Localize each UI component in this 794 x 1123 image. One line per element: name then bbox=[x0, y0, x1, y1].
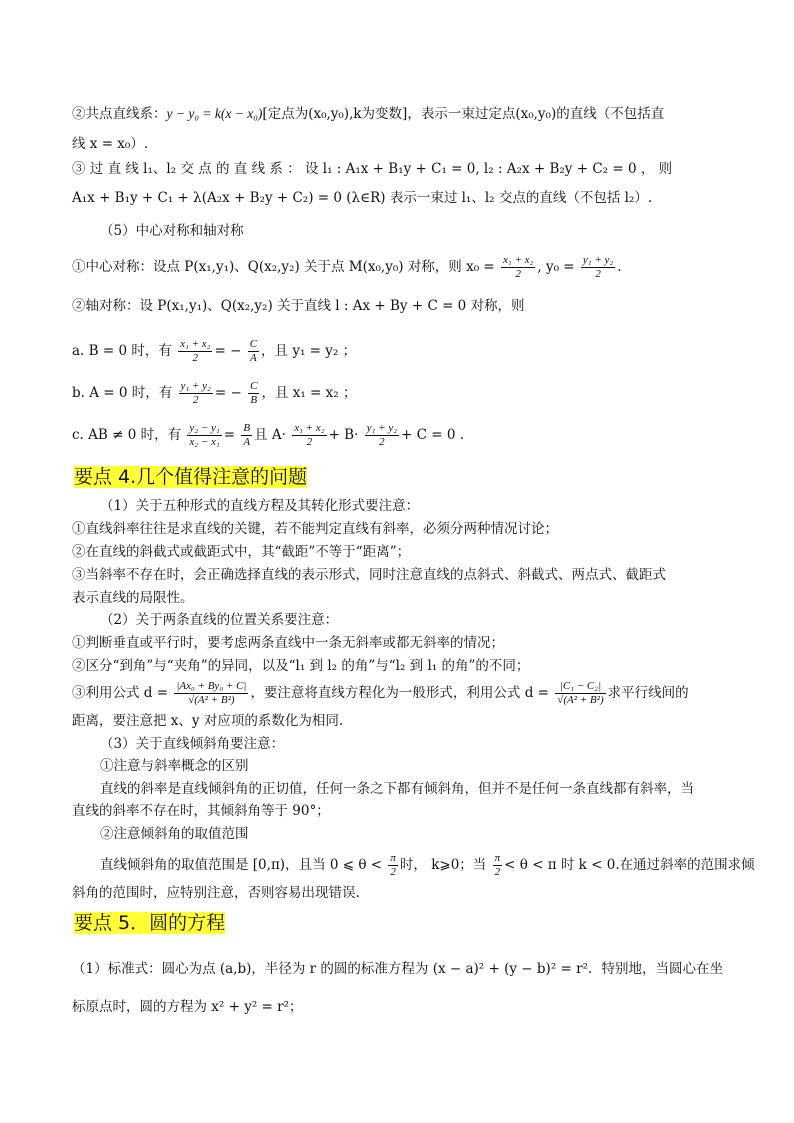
text-line bbox=[72, 656, 529, 676]
line-text: c. AB ≠ 0 时，有 bbox=[72, 427, 182, 443]
text-line bbox=[72, 542, 410, 562]
fraction: $\frac{\pi}{2}$ bbox=[390, 852, 396, 878]
text-line bbox=[72, 565, 666, 585]
text-line bbox=[100, 756, 249, 776]
line-text: ③利用公式 d = bbox=[72, 685, 169, 701]
line-text: A₁x + B₁y + C₁ + λ(A₂x + B₂y + C₂) = 0 (λ∈R) 表示一束过 l₁、l₂ 交点的直线（不包括 l₂）. bbox=[72, 190, 653, 206]
line-text: [定点为(x₀,y₀),k为变数]，表示一束过定点(x₀,y₀)的直线（不包括直 bbox=[262, 106, 665, 122]
text-line bbox=[72, 159, 672, 179]
line-text: （1）关于五种形式的直线方程及其转化形式要注意： bbox=[100, 498, 420, 514]
line-text: = bbox=[223, 427, 236, 443]
highlighted-heading-text: 要点 4.几个值得注意的问题 bbox=[74, 466, 308, 488]
line-text: 线 x = x₀）. bbox=[72, 136, 149, 152]
text-line bbox=[72, 338, 356, 365]
line-text: ②在直线的斜截式或截距式中，其“截距”不等于“距离”； bbox=[72, 544, 411, 560]
text-line bbox=[72, 134, 148, 154]
line-text: < θ < π 时 k < 0.在通过斜率的范围求倾 bbox=[504, 857, 755, 873]
math-expression: y − y₀ = k(x − x₀) bbox=[166, 106, 263, 121]
text-line bbox=[72, 959, 723, 979]
line-text: ③当斜率不存在时，会正确选择直线的表示形式，同时注意直线的点斜式、斜截式、两点式、截距式 bbox=[72, 567, 666, 583]
line-text: ，要注意将直线方程化为一般形式，利用公式 d = bbox=[250, 685, 549, 701]
line-text: ③ 过 直 线 l₁、l₂ 交 点 的 直 线 系 ： 设 l₁ : A₁x + B₁y + C₁ = 0, l₂ : A₂x + B₂y + C₂ = 0 ， 则 bbox=[72, 161, 673, 177]
fraction: $\frac{\text{x₁ + x₂}}{2}$ bbox=[180, 338, 211, 364]
text-line bbox=[72, 519, 558, 539]
section-heading bbox=[72, 910, 227, 936]
line-text: ②轴对称：设 P(x₁,y₁)、Q(x₂,y₂) 关于直线 l : Ax + By + C = 0 对称，则 bbox=[72, 298, 525, 314]
line-text: 直线倾斜角的取值范围是 [0,π)，且当 0 ⩽ θ < bbox=[100, 857, 383, 873]
text-line bbox=[72, 680, 689, 707]
text-line bbox=[72, 883, 360, 903]
line-text: + B· bbox=[328, 427, 359, 443]
text-line bbox=[72, 801, 330, 821]
text-line bbox=[72, 588, 194, 608]
line-text: ②区分“到角”与“夹角”的异同，以及“l₁ 到 l₂ 的角”与“l₂ 到 l₁ 的角”的不同； bbox=[72, 658, 530, 674]
fraction: $\frac{\text{x₁ + x₂}}{2}$ bbox=[294, 422, 325, 448]
fraction: $\frac{\text{y₁ + y₂}}{2}$ bbox=[180, 380, 211, 406]
line-text: = − bbox=[214, 343, 242, 359]
line-text: ，且 y₁ = y₂ ； bbox=[261, 343, 357, 359]
fraction: $\frac{C}{A}$ bbox=[249, 338, 258, 364]
line-text: （2）关于两条直线的位置关系要注意： bbox=[100, 612, 339, 628]
text-line bbox=[72, 296, 525, 316]
line-text: a. B = 0 时，有 bbox=[72, 343, 172, 359]
text-line bbox=[100, 779, 694, 799]
line-text: （3）关于直线倾斜角要注意： bbox=[100, 736, 285, 752]
line-text: ①注意与斜率概念的区别 bbox=[100, 758, 249, 774]
line-text: 斜角的范围时，应特别注意，否则容易出现错误. bbox=[72, 885, 360, 901]
line-text: + C = 0 . bbox=[401, 427, 465, 443]
text-line bbox=[72, 997, 303, 1017]
fraction: $\frac{\pi}{2}$ bbox=[494, 852, 501, 878]
text-line bbox=[100, 734, 284, 754]
line-text: ②共点直线系： bbox=[72, 106, 167, 122]
text-line bbox=[100, 610, 338, 630]
text-line bbox=[72, 422, 464, 449]
fraction: $\frac{C}{B}$ bbox=[250, 380, 258, 406]
line-text: 直线的斜率是直线倾斜角的正切值，任何一条之下都有倾斜角，但并不是任何一条直线都有斜率，当 bbox=[100, 781, 694, 797]
text-line bbox=[72, 254, 622, 281]
line-text: 距离，要注意把 x、y 对应项的系数化为相同. bbox=[72, 713, 344, 729]
fraction: $\frac{\text{y₂ − y₁}}{\text{x₂ − x₁}}$ bbox=[189, 422, 220, 448]
line-text: . bbox=[617, 259, 622, 275]
line-text: 标原点时，圆的方程为 x² + y² = r²； bbox=[72, 999, 303, 1015]
line-text: ，且 x₁ = x₂ ； bbox=[261, 385, 357, 401]
line-text: , y₀ = bbox=[537, 259, 575, 275]
highlighted-heading-text: 要点 5．圆的方程 bbox=[74, 912, 226, 934]
line-text: b. A = 0 时，有 bbox=[72, 385, 173, 401]
fraction: $\frac{\text{y₁ + y₂}}{2}$ bbox=[582, 254, 614, 280]
text-line bbox=[100, 496, 419, 516]
line-text: = − bbox=[214, 385, 242, 401]
text-line bbox=[72, 633, 504, 653]
text-line bbox=[72, 104, 664, 124]
text-line bbox=[100, 852, 755, 879]
fraction: $\frac{\text{y₁ + y₂}}{2}$ bbox=[366, 422, 398, 448]
fraction: $\frac{\text{x₁ + x₂}}{2}$ bbox=[503, 254, 534, 280]
line-text: （5）中心对称和轴对称 bbox=[100, 223, 244, 239]
text-line bbox=[72, 711, 343, 731]
line-text: 且 A· bbox=[254, 427, 286, 443]
line-text: ②注意倾斜角的取值范围 bbox=[100, 826, 249, 842]
line-text: 直线的斜率不存在时，其倾斜角等于 90°； bbox=[72, 803, 330, 819]
line-text: 时， k⩾0；当 bbox=[399, 857, 487, 873]
text-line bbox=[72, 380, 356, 407]
line-text: ①中心对称：设点 P(x₁,y₁)、Q(x₂,y₂) 关于点 M(x₀,y₀) 对称，则 x₀ = bbox=[72, 259, 495, 275]
fraction: $\frac{B}{A}$ bbox=[243, 422, 251, 448]
section-heading bbox=[72, 464, 309, 490]
fraction: $\frac{\text{|Ax₀ + By₀ + C|}}{\text{√(A² + B²)}}$ bbox=[176, 680, 247, 706]
line-text: ①直线斜率往往是求直线的关键，若不能判定直线有斜率，必须分两种情况讨论； bbox=[72, 521, 558, 537]
line-text: （1）标准式：圆心为点 (a,b)，半径为 r 的圆的标准方程为 (x − a)² + (y − b)² = r²．特别地，当圆心在坐 bbox=[72, 961, 723, 977]
text-line bbox=[100, 221, 244, 241]
text-line bbox=[100, 824, 249, 844]
line-text: 求平行线间的 bbox=[607, 685, 689, 701]
text-line bbox=[72, 188, 652, 208]
line-text: ①判断垂直或平行时，要考虑两条直线中一条无斜率或都无斜率的情况； bbox=[72, 635, 504, 651]
line-text: 表示直线的局限性。 bbox=[72, 590, 194, 606]
fraction: $\frac{\text{|C₁ − C₂|}}{\text{√(A² + B²)}}$ bbox=[557, 680, 604, 706]
